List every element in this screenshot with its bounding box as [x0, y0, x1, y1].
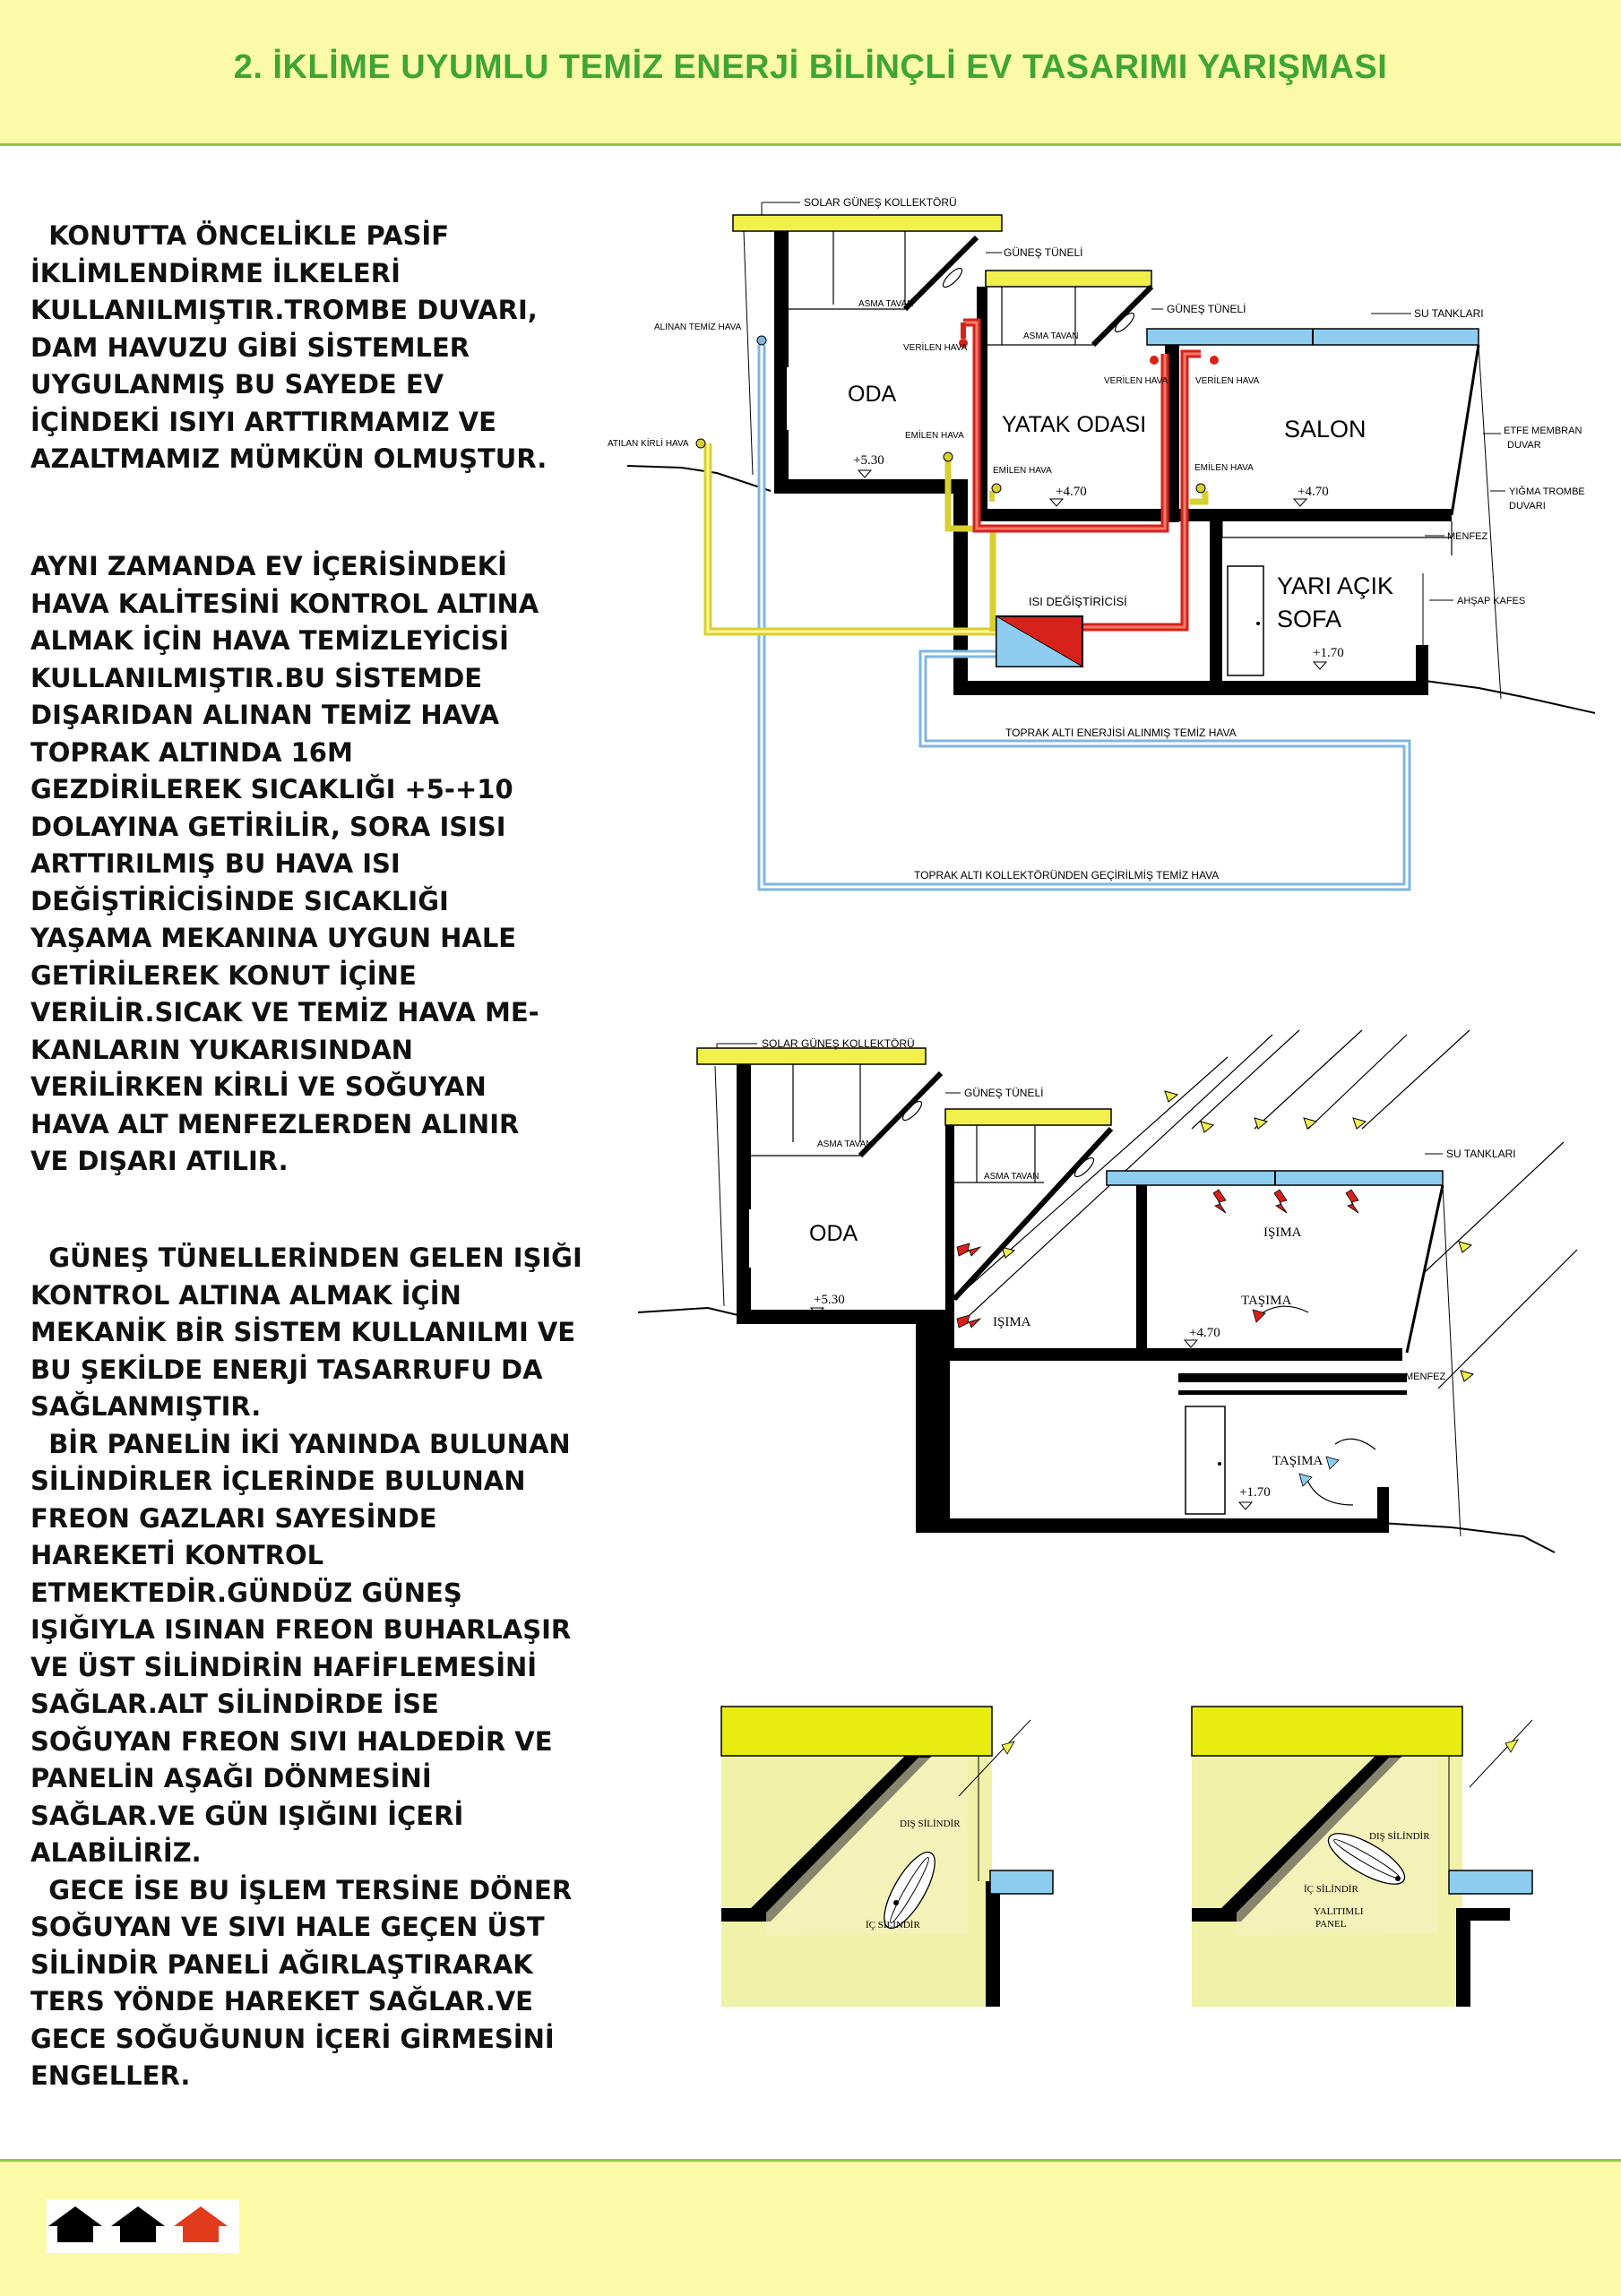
floor-slab	[1178, 1373, 1407, 1382]
text-line: VERİLİR.SICAK VE TEMİZ HAVA ME-	[30, 997, 539, 1028]
label-convection: TAŞIMA	[1272, 1454, 1324, 1468]
label-sun-tunnel: GÜNEŞ TÜNELİ	[964, 1087, 1044, 1099]
floor-slab	[953, 681, 1428, 695]
wall	[1210, 521, 1222, 681]
wall	[953, 479, 968, 694]
room-label-oda: ODA	[809, 1221, 858, 1246]
sun-ray	[1192, 1030, 1299, 1129]
text-line: IŞIĞIYLA ISINAN FREON BUHARLAŞIR	[30, 1614, 572, 1645]
label-suspended-ceiling: ASMA TAVAN	[984, 1172, 1039, 1182]
label-water-tanks: SU TANKLARI	[1446, 1148, 1516, 1160]
ground-line	[1425, 681, 1595, 713]
label-supply-air: VERİLEN HAVA	[1104, 376, 1168, 386]
text-line: DEĞİŞTİRİCİSİNDE SICAKLIĞI	[30, 885, 449, 916]
text-line: KULLANILMIŞTIR.TROMBE DUVARI,	[30, 295, 538, 325]
label-supply-air: VERİLEN HAVA	[1195, 376, 1260, 386]
exhaust-vent-icon	[696, 439, 705, 448]
ground-line	[638, 1308, 753, 1319]
door	[1228, 566, 1263, 675]
sun-ray	[1308, 1035, 1407, 1129]
level-mark: +5.30	[853, 453, 884, 468]
trombe-wall-line	[1443, 1185, 1461, 1536]
solar-collector	[697, 1048, 926, 1064]
text-line: SOĞUYAN VE SIVI HALE GEÇEN ÜST	[30, 1912, 545, 1942]
label-return-air: EMİLEN HAVA	[1194, 463, 1254, 473]
panel-detail-day	[721, 1707, 1053, 2007]
sun-ray	[1255, 1030, 1362, 1129]
trombe-wall-line	[1479, 345, 1501, 699]
text-line: SAĞLAR.ALT SİLİNDİRDE İSE	[30, 1689, 439, 1719]
text-line: FREON GAZLARI SAYESİNDE	[30, 1502, 437, 1534]
text-line: YAŞAMA MEKANINA UYGUN HALE	[30, 923, 517, 953]
text-line: ARTTIRILMIŞ BU HAVA ISI	[30, 848, 401, 879]
label-trombe: YIĞMA TROMBE	[1509, 486, 1585, 497]
text-line: SİLİNDİRLER İÇLERİNDE BULUNAN	[30, 1466, 526, 1496]
wall	[916, 1310, 950, 1529]
text-line: PANELİN AŞAĞI DÖNMESİNİ	[30, 1763, 432, 1793]
text-line: HAVA KALİTESİNİ KONTROL ALTINA	[30, 588, 539, 619]
label-solar-collector: SOLAR GÜNEŞ KOLLEKTÖRÜ	[762, 1037, 915, 1050]
text-line: ETMEKTEDİR.GÜNDÜZ GÜNEŞ	[30, 1577, 462, 1608]
level-triangle	[1050, 499, 1063, 506]
wall	[1456, 1921, 1470, 2007]
level-triangle	[858, 470, 871, 477]
label-clean-air-in: ALINAN TEMİZ HAVA	[654, 322, 742, 332]
text-line: GECE SOĞUĞUNUN İÇERİ GİRMESİNİ	[30, 2023, 555, 2054]
floor-slab	[977, 509, 1452, 521]
solar-collector	[733, 215, 1002, 231]
level-triangle	[1239, 1502, 1252, 1509]
room-label-semi-open: YARI AÇIK	[1277, 572, 1394, 599]
text-line: GÜNEŞ TÜNELLERİNDEN GELEN IŞIĞI	[30, 1243, 582, 1273]
level-mark: +5.30	[814, 1293, 845, 1307]
door	[1186, 1406, 1225, 1514]
room-label-bedroom: YATAK ODASI	[1002, 412, 1147, 437]
ray-arrow	[1165, 1091, 1177, 1102]
sun-tunnel-cap	[945, 1109, 1111, 1125]
level-mark: +1.70	[1313, 646, 1344, 660]
ground-line	[1380, 1523, 1555, 1552]
door-knob	[1218, 1462, 1221, 1466]
label-inner-cylinder: İÇ SİLİNDİR	[866, 1920, 920, 1931]
sun-tunnel-cap	[986, 271, 1151, 287]
text-line: BU ŞEKİLDE ENERJİ TASARRUFU DA	[30, 1354, 543, 1385]
pivot	[893, 1900, 899, 1905]
label-insulated-panel: YALITIMLI	[1314, 1906, 1364, 1917]
floor-slab	[916, 1518, 1389, 1533]
label-suspended-ceiling: ASMA TAVAN	[1023, 331, 1079, 341]
text-line: VE ÜST SİLİNDİRİN HAFİFLEMESİNİ	[30, 1651, 538, 1682]
convection-arrow-icon	[1326, 1457, 1339, 1469]
water-tank	[990, 1870, 1053, 1894]
ray-arrow	[1461, 1371, 1473, 1381]
label-radiation: IŞIMA	[993, 1315, 1031, 1329]
duct-core	[708, 443, 996, 632]
text-line: SAĞLANMIŞTIR.	[30, 1391, 262, 1422]
text-line: İÇİNDEKİ ISIYI ARTTIRMAMIZ VE	[30, 406, 496, 437]
text-line: TERS YÖNDE HAREKET SAĞLAR.VE	[30, 1986, 533, 2017]
radiation-arrow	[1213, 1190, 1226, 1213]
ray-arrow	[1459, 1242, 1471, 1252]
sun-ray	[1362, 1030, 1470, 1129]
text-line: ALABİLİRİZ.	[30, 1837, 202, 1868]
label-trombe: DUVARI	[1509, 501, 1546, 512]
radiation-arrow	[957, 1315, 980, 1328]
label-convection: TAŞIMA	[1241, 1294, 1292, 1308]
text-line: ALMAK İÇİN HAVA TEMİZLEYİCİSİ	[30, 625, 509, 656]
solar-collector	[1192, 1707, 1462, 1756]
warm-air-supply-duct	[1081, 354, 1201, 627]
room-label-salon: SALON	[1284, 416, 1367, 443]
ray-arrow	[1002, 1741, 1014, 1754]
room-label-sofa: SOFA	[1277, 606, 1342, 632]
text-line: İKLİMLENDİRME İLKELERİ	[30, 257, 401, 288]
text-line: DOLAYINA GETİRİLİR, SORA ISISI	[30, 811, 506, 842]
text-line: TOPRAK ALTINDA 16M	[30, 736, 353, 768]
text-line: MEKANİK BİR SİSTEM KULLANILMI VE	[30, 1317, 576, 1347]
sun-tunnel-wall	[905, 237, 977, 309]
label-return-air: EMİLEN HAVA	[993, 466, 1052, 476]
supply-vent-icon	[1210, 356, 1219, 365]
slab	[1456, 1908, 1510, 1921]
text-line: AYNI ZAMANDA EV İÇERİSİNDEKİ	[30, 551, 507, 581]
section-ventilation-diagram	[608, 196, 1595, 887]
sun-tunnel-wall	[860, 1073, 941, 1156]
label-vent: MENFEZ	[1447, 531, 1488, 542]
label-outer-cylinder: DIŞ SİLİNDİR	[900, 1819, 961, 1829]
label-radiation: IŞIMA	[1263, 1225, 1302, 1240]
text-line: KONTROL ALTINA ALMAK İÇİN	[30, 1279, 461, 1311]
text-line: ENGELLER.	[30, 2060, 191, 2091]
etfe-wall	[1452, 345, 1479, 515]
text-line: UYGULANMIŞ BU SAYEDE EV	[30, 369, 444, 400]
label-earth-collector: TOPRAK ALTI KOLLEKTÖRÜNDEN GEÇİRİLMİŞ TEMİZ HAVA	[914, 869, 1220, 881]
house-logo	[47, 2199, 239, 2253]
label-etfe: ETFE MEMBRAN	[1504, 426, 1582, 436]
text-line: GEZDİRİLEREK SICAKLIĞI +5-+10	[30, 774, 513, 804]
section-heat-diagram	[638, 1030, 1577, 1552]
ray-arrow	[1505, 1740, 1518, 1752]
label-supply-air: VERİLEN HAVA	[903, 343, 968, 353]
text-line: DIŞARIDAN ALINAN TEMİZ HAVA	[30, 700, 500, 730]
label-outer-cylinder: DIŞ SİLİNDİR	[1369, 1831, 1430, 1842]
text-line: BİR PANELİN İKİ YANINDA BULUNAN	[30, 1428, 571, 1459]
panel-detail-night	[1192, 1707, 1532, 2007]
footer-band	[0, 2159, 1621, 2296]
floor-slab	[737, 1310, 916, 1324]
door-knob	[1256, 622, 1260, 625]
text-line: HAVA ALT MENFEZLERDEN ALINIR	[30, 1108, 520, 1139]
return-vent-icon	[944, 452, 953, 461]
label-wood-lattice: AHŞAP KAFES	[1457, 596, 1526, 606]
wall	[1136, 1185, 1147, 1354]
pivot	[1395, 1876, 1401, 1881]
label-solar-collector: SOLAR GÜNEŞ KOLLEKTÖRÜ	[804, 196, 957, 209]
label-vent: MENFEZ	[1405, 1372, 1446, 1382]
label-earth-air: TOPRAK ALTI ENERJİSİ ALINMIŞ TEMİZ HAVA	[1005, 727, 1237, 739]
sun-tunnel-wall	[954, 1129, 1111, 1299]
level-mark: +4.70	[1189, 1326, 1220, 1340]
sun-ray-arrows	[1002, 1091, 1473, 1381]
sun-ray	[1425, 1142, 1564, 1272]
sun-rays	[950, 1030, 1577, 1389]
label-suspended-ceiling: ASMA TAVAN	[858, 299, 914, 309]
supply-vent-icon	[1150, 356, 1159, 365]
label-heat-exchanger: ISI DEĞİŞTİRİCİSİ	[1029, 595, 1127, 608]
page-title: 2. İKLİME UYUMLU TEMİZ ENERJİ BİLİNÇLİ EV TASARIMI YARIŞMASI	[233, 48, 1388, 86]
text-line: KULLANILMIŞTIR.BU SİSTEMDE	[30, 662, 483, 693]
label-water-tanks: SU TANKLARI	[1414, 307, 1484, 320]
wall	[1416, 645, 1428, 694]
label-suspended-ceiling: ASMA TAVAN	[817, 1139, 873, 1149]
ground-line	[627, 466, 771, 491]
label-inner-cylinder: İÇ SİLİNDİR	[1304, 1884, 1358, 1895]
vent-line	[1178, 1390, 1407, 1395]
floor-slab	[945, 1348, 1402, 1361]
radiation-arrow	[1346, 1190, 1358, 1213]
wall	[737, 1064, 751, 1317]
label-etfe: DUVAR	[1507, 440, 1541, 451]
label-sun-tunnel: GÜNEŞ TÜNELİ	[1167, 303, 1246, 315]
text-line: AZALTMAMIZ MÜMKÜN OLMUŞTUR.	[30, 443, 548, 474]
wall	[774, 231, 789, 493]
convection-curve	[1306, 1478, 1353, 1505]
text-line: GETİRİLEREK KONUT İÇİNE	[30, 959, 417, 991]
sun-ray	[1470, 1720, 1532, 1787]
outline	[744, 231, 753, 475]
wall	[945, 1125, 954, 1354]
sun-tunnel-wall	[1093, 287, 1151, 345]
radiation-arrow	[1274, 1190, 1287, 1213]
label-dirty-air-out: ATILAN KİRLİ HAVA	[608, 439, 689, 449]
text-line: SİLİNDİR PANELİ AĞIRLAŞTIRARAK	[30, 1948, 533, 1980]
wall	[986, 1894, 1000, 2007]
text-line: KONUTTA ÖNCELİKLE PASİF	[30, 220, 450, 251]
label-insulated-panel: PANEL	[1315, 1919, 1347, 1930]
level-mark: +1.70	[1239, 1485, 1271, 1500]
radiation-arrow	[957, 1243, 980, 1256]
text-line: VE DIŞARI ATILIR.	[30, 1146, 289, 1176]
ray-arrow	[1304, 1118, 1316, 1129]
level-triangle	[1185, 1340, 1197, 1347]
sun-ray	[1438, 1250, 1577, 1389]
text-line: VERİLİRKEN KİRLİ VE SOĞUYAN	[30, 1071, 487, 1102]
text-line: KANLARIN YUKARISINDAN	[30, 1034, 413, 1065]
level-triangle	[1294, 499, 1306, 506]
text-line: GECE İSE BU İŞLEM TERSİNE DÖNER	[30, 1874, 573, 1905]
intake-vent-icon	[757, 336, 766, 345]
return-vent-icon	[992, 484, 1001, 493]
floor-slab	[774, 479, 953, 494]
room-label-oda: ODA	[848, 382, 897, 407]
text-line: SOĞUYAN FREON SIVI HALDEDİR VE	[30, 1725, 553, 1757]
level-mark: +4.70	[1298, 485, 1329, 499]
exhaust-duct	[708, 443, 996, 632]
return-vent-icon	[1196, 484, 1205, 493]
text-line: SAĞLAR.VE GÜN IŞIĞINI İÇERİ	[30, 1800, 464, 1831]
radiation-arrows	[957, 1190, 1358, 1328]
label-return-air: EMİLEN HAVA	[905, 431, 964, 441]
level-mark: +4.70	[1056, 485, 1087, 499]
etfe-wall	[1407, 1185, 1443, 1353]
text-line: DAM HAVUZU GİBİ SİSTEMLER	[30, 331, 470, 363]
level-triangle	[1314, 662, 1326, 669]
water-tank	[1449, 1870, 1532, 1894]
convection-arrow-icon	[1253, 1310, 1265, 1322]
wall	[1377, 1487, 1389, 1527]
outline	[715, 1066, 724, 1306]
convection-curve	[1335, 1439, 1375, 1449]
solar-collector	[721, 1707, 992, 1756]
label-sun-tunnel: GÜNEŞ TÜNELİ	[1004, 246, 1083, 259]
text-line: HAREKETİ KONTROL	[30, 1540, 324, 1570]
ray-arrow	[1201, 1122, 1213, 1132]
